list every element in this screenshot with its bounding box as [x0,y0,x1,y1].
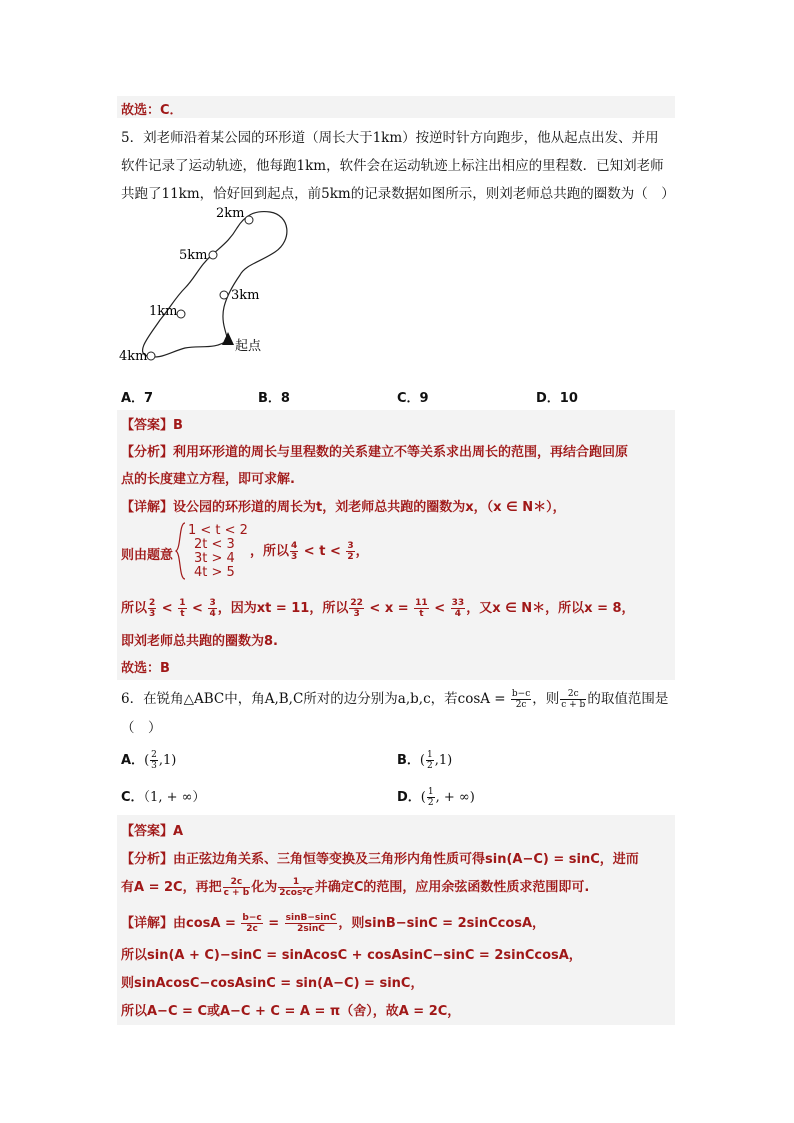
label-start: 起点 [235,339,262,354]
q6-detail-3: 则sinAcosC−cosAsinC = sin(A−C) = sinC， [121,976,424,991]
track-path [143,212,287,358]
q5-analysis-2: 点的长度建立方程，即可求解. [121,472,295,487]
marker-2km [245,216,253,224]
q5-line2: 软件记录了运动轨迹，他每跑1km，软件会在运动轨迹上标注出相应的里程数．已知刘老师 [121,158,664,174]
q5-option-c[interactable]: C．9 [397,391,429,406]
q5-analysis-1: 【分析】利用环形道的周长与里程数的关系建立不等关系求出周长的范围，再结合跑回原 [121,445,629,460]
prev-conclusion: 故选：C． [121,103,183,118]
marker-3km [220,291,228,299]
label-4km: 4km [119,349,148,364]
marker-5km [209,251,217,259]
marker-1km [177,310,185,318]
q6-detail-2: 所以sin(A + C)−sinC = sinAcosC + cosAsinC−sinC = 2sinCcosA， [121,948,582,963]
q5-system-result: ，所以 $\frac{4}{3}$ < t < $\frac{3}{2}$ ， [250,541,369,562]
q6-option-b[interactable]: B．( $\frac{1}{2}$ ,1) [397,750,453,771]
answer-band-top [117,96,675,118]
system-line-3: 3t > 4 [194,551,235,566]
system-line-4: 4t > 5 [194,565,235,580]
system-line-2: 2t < 3 [194,537,235,552]
q6-detail-1: 【详解】由cosA = $\frac{b-c}{2c}$ = $\frac{\sin B-\sin C}{2\sin C}$ ，则sinB−sinC = 2sinCcosA， [121,913,546,934]
q5-option-d[interactable]: D．10 [536,391,578,406]
q6-option-d[interactable]: D．( $\frac{1}{2}$ , + ∞) [397,787,475,808]
system-lines [188,524,248,580]
q6-detail-4: 所以A−C = C或A−C + C = A = π（舍），故A = 2C， [121,1004,461,1019]
q5-final: 故选：B [121,661,170,676]
label-2km: 2km [216,206,245,221]
label-1km: 1km [149,304,178,319]
q6-analysis-2: 有A = 2C，再把 $\frac{2c}{c + b}$ 化为 $\frac{1}{\text{2cos²C}}$ 并确定C的范围，应用余弦函数性质求范围即可. [121,877,590,898]
q5-derivation: 所以 $\frac{2}{3}$ < $\frac{1}{t}$ < $\frac{3}{4}$ ，因为xt = 11，所以 $\frac{22}{3}$ < x = $\frac{11}{t}$ < $\frac{33}{4}$ ，又x ∈ N＊，所以x = 8， [121,598,635,619]
q6-option-a[interactable]: A．( $\frac{2}{3}$ ,1) [121,750,177,771]
q6-analysis-1: 【分析】由正弦边角关系、三角恒等变换及三角形内角性质可得sin(A−C) = sinC，进而 [121,852,639,867]
q5-conclusion: 即刘老师总共跑的圈数为8. [121,634,278,649]
marker-4km [147,352,155,360]
q5-detail: 【详解】设公园的环形道的周长为t，刘老师总共跑的圈数为x，（x ∈ N＊）， [121,500,566,515]
label-5km: 5km [179,248,208,263]
system-brace [175,522,187,580]
q5-system-lead: 则由题意 [121,548,174,563]
q5-option-a[interactable]: A．7 [121,391,154,406]
q5-answer: 【答案】B [121,418,183,433]
q6-line1: 6．在锐角△ABC中，角A,B,C所对的边分别为a,b,c，若cosA = $\frac{b-c}{2c}$ ，则 $\frac{2c}{c + b}$ 的取值范围是 [121,689,669,710]
q6-option-c[interactable]: C．（1, + ∞） [121,790,206,805]
system-line-1: 1 < t < 2 [188,523,248,538]
q6-answer: 【答案】A [121,824,184,839]
q6-line2: （ ） [121,720,162,736]
q5-line3: 共跑了11km，恰好回到起点，前5km的记录数据如图所示，则刘老师总共跑的圈数为（ ） [121,186,675,202]
start-marker [222,332,234,345]
track-figure [115,200,315,370]
q5-option-b[interactable]: B．8 [258,391,290,406]
label-3km: 3km [231,288,260,303]
q5-line1: 5．刘老师沿着某公园的环形道（周长大于1km）按逆时针方向跑步，他从起点出发、并用 [121,130,659,146]
